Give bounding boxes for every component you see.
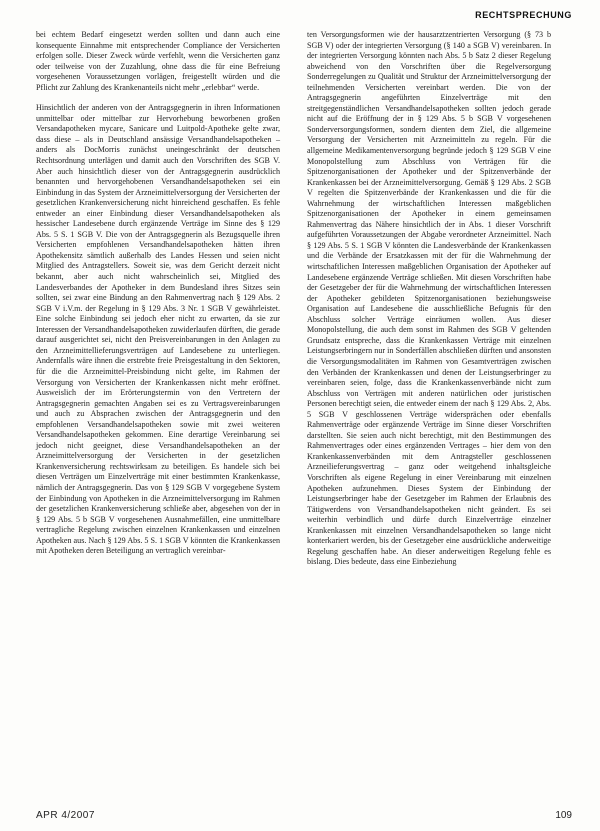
page-number: 109 — [555, 810, 572, 821]
section-heading: RECHTSPRECHUNG — [475, 10, 572, 20]
paragraph: bei echtem Bedarf eingesetzt werden sollten und dann auch eine konsequente Einnahme mit entsprechender Compliance der Versicherten erfolgen solle. Dieser Zweck würde verfehlt, wenn die Versicherten ganz oder teilweise von der Zuzahlung, ohne dass die für eine Befreiung vorgesehenen Voraussetzungen vorlägen, freigestellt würden und die Pflicht zur Zahlung des Krankenanteils nicht mehr „erlebbar“ werde. — [36, 30, 280, 92]
journal-issue: APR 4/2007 — [36, 810, 95, 821]
paragraph: Hinsichtlich der anderen von der Antragsgegnerin in ihren Informationen unmittelbar oder mittelbar zur Hervorhebung beworbenen großen Versandapotheken mycare, Sanicare und Luitpold-Apotheke gelte zwar, dass diese – als in Deutschland ansässige Versandhandelsapotheken – anders als DocMorris zunächst uneingeschränkt der deutschen Rechtsordnung unterlägen und damit auch den Vorschriften des SGB V. Aber auch hinsichtlich dieser von der Antragsgegnerin ausdrücklich benannten und hervorgehobenen Versandhandelsapotheken sei ein Einbindung in das System der Arzneimittelversorgung der Versicherten der gesetzlichen Krankenversicherung nicht hinreichend geschaffen. Es fehle entweder an einer Einbindung dieser Versandhandelsapotheken als hessischer Landesebene durch ergänzende Verträge im Sinne des § 129 Abs. 5 S. 1 SGB V. Die von der Antragsgegnerin als Bezugsquelle ihren Versicherten empfohlenen Versandhandelsapotheken hätten ihren Apothekensitz sämtlich außerhalb des Landes Hessen und seien nicht Mitglied des Antragstellers. Soweit sie, was dem Gericht derzeit nicht bekannt, aber auch nicht wahrscheinlich sei, Mitglied des Landesverbandes der Apotheker in dem Bundesland ihres Sitzes sein sollten, sei zwar eine Bindung an den Rahmenvertrag nach § 129 Abs. 2 SGB V i.V.m. der Regelung in § 129 Abs. 3 Nr. 1 SGB V gewährleistet. Eine solche Einbindung sei jedoch eher nicht zu erwarten, da sie zur Interessen der Versandhandelsapotheken zuwiderlaufen dürften, die gerade darauf ausgerichtet sei, nicht den Preisvereinbarungen in den Anlagen zu den Arzneimittellieferungsverträgen auf Landesebene zu unterliegen. Andernfalls wäre ihnen die erstrebte freie Preisgestaltung in den Sektoren, für die die Arzneimittel-Preisbindung nicht gelte, im Rahmen der Versorgung von Versicherten der Krankenkassen nicht mehr eröffnet. Ausweislich der im Erörterungstermin von den Vertretern der Antragsgegnerin gemachten Angaben sei es zu Vertragsvereinbarungen und auch zu Absprachen zwischen der Antragsgegnerin und den empfohlenen Versandhandelsapotheken sowie mit zwei weiteren Versandhandelsapotheken gekommen. Eine derartige Vereinbarung sei jedoch nicht geeignet, diese Versandhandelsapotheken an der Arzneimittelversorgung der Versicherten in der gesetzlichen Krankenversicherung rechtswirksam zu beteiligen. Es handele sich bei diesen Verträgen um Einzelverträge mit einer bestimmten Krankenkasse, nämlich der Antragsgegnerin. Das von § 129 SGB V vorgegebene System der Einbindung von Apotheken in die Arzneimittelversorgung im Rahmen der gesetzlichen Krankenversicherung schließe aber, abgesehen von der in § 129 Abs. 5 b SGB V vorgesehenen Ausnahmefällen, eine unmittelbare vertragliche Regelung zwischen einzelnen Krankenkassen und einzelnen Apotheken aus. Nach § 129 Abs. 5 S. 1 SGB V könnten die Krankenkassen mit Apotheken deren Beteiligung an vertraglich vereinbar- — [36, 103, 280, 556]
right-text-column — [307, 30, 551, 568]
paragraph: ten Versorgungsformen wie der hausarztzentrierten Versorgung (§ 73 b SGB V) oder der integrierten Versorgung (§ 140 a SGB V) vereinbaren. In der integrierten Versorgung könnten nach Abs. 5 b Satz 2 dieser Regelung abweichend von den Vorschriften über die Regelversorgung Sonderregelungen zu Qualität und Struktur der Arzneimittelversorgung der teilnehmenden Versicherten vereinbart werden. Die von der Antragsgegnerin angeführten Einzelverträge mit den streitgegenständlichen Versandhandelsapotheken sollten jedoch gerade nicht auf die Eröffnung der in § 129 Abs. 5 b SGB V vorgesehenen Sonderversorgungsformen, sondern dienten dem Ziel, die allgemeine Versorgung der Versicherten mit Arzneimitteln zu regeln. Für die allgemeine Medikamentenversorgung begründe jedoch § 129 SGB V eine Monopolstellung zum Abschluss von Verträgen für die Spitzenorganisationen der Apotheker und der Spitzenverbände der Krankenkassen bei der Arzneimittelversorgung. Gemäß § 129 Abs. 2 SGB V regelten die Spitzenverbände der Krankenkassen und die für die Wahrnehmung der wirtschaftlichen Interessen maßgeblichen Spitzenorganisationen der Apotheker in einem gemeinsamen Rahmenvertrag das Nähere hinsichtlich der in Abs. 1 dieser Vorschrift aufgeführten Voraussetzungen der Abgabe verordneter Arzneimittel. Nach § 129 Abs. 5 S. 1 SGB V könnten die Landesverbände der Krankenkassen und die Verbände der Ersatzkassen mit der für die Wahrnehmung der wirtschaftlichen Interessen maßgeblichen Organisation der Apotheker auf Landesebene ergänzende Verträge schließen. Mit diesen Vorschriften habe der Gesetzgeber der für die Wahrnehmung der wirtschaftlichen Interessen der Apotheker gebildeten Spitzenorganisationen beziehungsweise Organisation auf Landesebene die ausschließliche Befugnis für den Abschluss solcher Verträge einräumen wollen. Aus dieser Monopolstellung, die auch dem sonst im Rahmen des SGB V geltenden Grundsatz entspreche, dass die Krankenkassen Verträge mit einzelnen Leistungserbringern nur in Sonderfällen abschließen dürften und ansonsten die Versorgungsmodalitäten im Rahmen von Gesamtverträgen zwischen den Verbänden der Krankenkassen und denen der Leistungserbringer zu vereinbaren seien, folge, dass die Krankenkassenverbände nicht zum Abschluss von Verträgen mit anderen natürlichen oder juristischen Personen berechtigt seien, die entweder einem der nach § 129 Abs. 2, Abs. 5 SGB V geschlossenen Verträge widersprächen oder ebenfalls Rahmenverträge oder ergänzende Verträge im Sinne dieser Vorschriften darstellten. Sie seien auch nicht berechtigt, mit den Bestimmungen des Rahmenvertrages oder eines ergänzenden Vertrages – hier dem von den Krankenkassenverbänden mit dem Antragsteller geschlossenen Arzneilieferungsvertrag – ganz oder weitgehend inhaltsgleiche Vorschriften als eigene Regelung in einer Vereinbarung mit einzelnen Apotheken aufzunehmen. Dieses System der Einbindung der Leistungserbringer habe der Gesetzgeber im Rahmen der Erlaubnis des Tätigwerdens von Versandhandelsapotheken nicht geändert. Es sei weiterhin verbindlich und dürfe durch Einzelverträge einzelner Krankenkassen mit einzelnen Versandhandelsapotheken so lange nicht konterkariert werden, bis der Gesetzgeber eine ausdrückliche anderweitige Regelung geschaffen habe. An dieser anderweitigen Regelung fehle es bislang. Dies bedeute, dass eine Einbeziehung — [307, 30, 551, 567]
left-text-column — [36, 30, 280, 557]
